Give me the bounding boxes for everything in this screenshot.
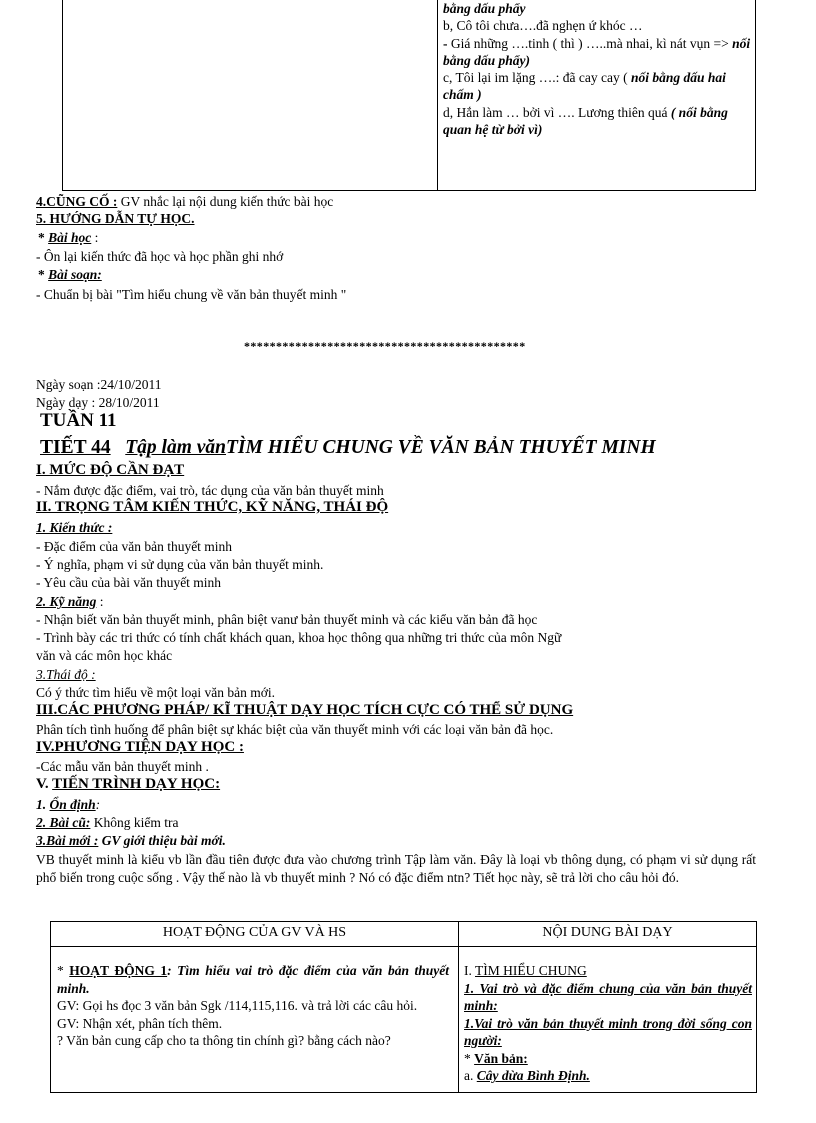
ngay-day: Ngày dạy : 28/10/2011 — [36, 395, 160, 410]
lesson-table — [50, 921, 757, 1093]
phuong-tien-heading: IV.PHƯƠNG TIỆN DẠY HỌC : — [36, 739, 244, 755]
kien-thuc-label: 1. Kiến thức : — [36, 520, 113, 535]
content-item: * Văn bản: — [464, 1050, 528, 1066]
thai-do-item: Có ý thức tìm hiểu về một loại văn bản mới. — [36, 685, 276, 700]
table-line: c, Tôi lại im lặng ….: đã cay cay ( nối bằng dấu hai chấm ) — [443, 70, 726, 103]
phuong-tien-item: -Các mẫu văn bản thuyết minh . — [36, 759, 209, 774]
bai-soan-label: * Bài soạn: — [38, 267, 102, 282]
content-sub: 1.Vai trò văn bản thuyết minh trong đời sống con người: — [464, 1015, 752, 1048]
ngay-soan: Ngày soạn :24/10/2011 — [36, 377, 162, 392]
table-cell-right — [443, 0, 751, 138]
ky-nang-item: - Trình bày các tri thức có tính chất khách quan, khoa học thông qua những tri thức của môn Ngữ — [36, 630, 562, 645]
top-table — [62, 0, 756, 191]
trong-tam-heading: II. TRỌNG TÂM KIẾN THỨC, KỸ NĂNG, THÁI ĐỘ — [36, 499, 389, 515]
kien-thuc-item: - Đặc điểm của văn bản thuyết minh — [36, 539, 233, 554]
bai-hoc-label: * Bài học : — [38, 230, 99, 245]
cung-co-line: 4.CŨNG CỐ : GV nhắc lại nội dung kiến thức bài học — [36, 194, 334, 209]
kien-thuc-item: - Ý nghĩa, phạm vi sử dụng của văn bản thuyết minh. — [36, 557, 324, 572]
header-activities: HOẠT ĐỘNG CỦA GV VÀ HS — [162, 925, 347, 940]
table-line: d, Hắn làm … bởi vì …. Lương thiên quá ( nối bằng quan hệ từ bởi vì) — [443, 104, 728, 138]
table-line: b, Cô tôi chưa….đã nghẹn ứ khóc … — [443, 18, 643, 34]
table-line: bằng dấu phẩy — [443, 1, 526, 16]
bai-moi: 3.Bài mới : GV giới thiệu bài mới. — [36, 833, 226, 848]
table-header-divider — [51, 946, 756, 947]
ky-nang-label: 2. Kỹ năng : — [36, 594, 104, 609]
phuong-phap-item: Phân tích tình huống để phân biệt sự khác biệt của văn thuyết minh với các loại văn bản đã học. — [36, 722, 554, 737]
phuong-phap-heading: III.CÁC PHƯƠNG PHÁP/ KĨ THUẬT DẠY HỌC TÍCH CỰC CÓ THỂ SỬ DỤNG — [36, 702, 574, 718]
activity-line: GV: Gọi hs đọc 3 văn bản Sgk /114,115,116. và trả lời các câu hỏi. — [57, 998, 418, 1013]
content-section: I. TÌM HIỂU CHUNG — [464, 963, 587, 978]
bai-hoc-item: - Ôn lại kiến thức đã học và học phần ghi nhớ — [36, 249, 284, 264]
content-column — [464, 962, 752, 1085]
table-divider — [458, 922, 459, 1092]
activity-heading: * HOẠT ĐỘNG 1: Tìm hiểu vai trò đặc điểm của văn bản thuyết minh. — [57, 963, 450, 996]
header-content: NỘI DUNG BÀI DẠY — [542, 925, 673, 940]
tiet-heading: TIẾT 44 Tập làm vănTÌM HIỂU CHUNG VỀ VĂN BẢN THUYẾT MINH — [40, 437, 656, 458]
table-line: - Giá những ….tinh ( thì ) …..mà nhai, kì nát vụn => nối bằng dấu phẩy) — [443, 35, 751, 68]
activity-line: GV: Nhận xét, phân tích thêm. — [57, 1015, 223, 1031]
muc-do-heading: I. MỨC ĐỘ CẦN ĐẠT — [36, 462, 185, 478]
ky-nang-item: văn và các môn học khác — [36, 648, 173, 663]
bai-cu: 2. Bài cũ: Không kiểm tra — [36, 815, 179, 830]
bai-soan-item: - Chuẩn bị bài "Tìm hiểu chung về văn bản thuyết minh " — [36, 287, 347, 302]
kien-thuc-item: - Yêu cầu của bài văn thuyết minh — [36, 575, 222, 590]
huong-dan-heading: 5. HƯỚNG DẪN TỰ HỌC. — [36, 211, 195, 226]
thai-do-label: 3.Thái độ : — [36, 667, 96, 682]
table-divider — [437, 0, 438, 190]
content-sub: 1. Vai trò và đặc điểm chung của văn bản thuyết minh: — [464, 980, 752, 1013]
intro-paragraph: VB thuyết minh là kiểu vb lần đầu tiên được đưa vào chương trình Tập làm văn. Đây là loại vb thông dụng, có phạm vi sử dụng rất phổ biến trong cuộc sống . Vậy thế nào là vb thuyết minh ? Nó có đặc điểm ntn? Tiết học này, sẽ trả lời cho câu hỏi đó. — [36, 852, 756, 885]
separator: ******************************************** — [244, 339, 526, 353]
content-item: a. Cây dừa Bình Định. — [464, 1068, 590, 1083]
tuan-heading: TUẦN 11 — [40, 410, 117, 431]
activities-column — [57, 962, 449, 1050]
tien-trinh-heading: V. TIẾN TRÌNH DẠY HỌC: — [36, 776, 221, 792]
muc-do-item: - Nắm được đặc điểm, vai trò, tác dụng của văn bản thuyết minh — [36, 483, 384, 498]
ky-nang-item: - Nhận biết văn bản thuyết minh, phân biệt vanư bản thuyết minh và các kiểu văn bản đã học — [36, 612, 538, 627]
on-dinh: 1. Ổn định: — [36, 797, 101, 812]
activity-line: ? Văn bản cung cấp cho ta thông tin chính gì? bằng cách nào? — [57, 1033, 391, 1048]
